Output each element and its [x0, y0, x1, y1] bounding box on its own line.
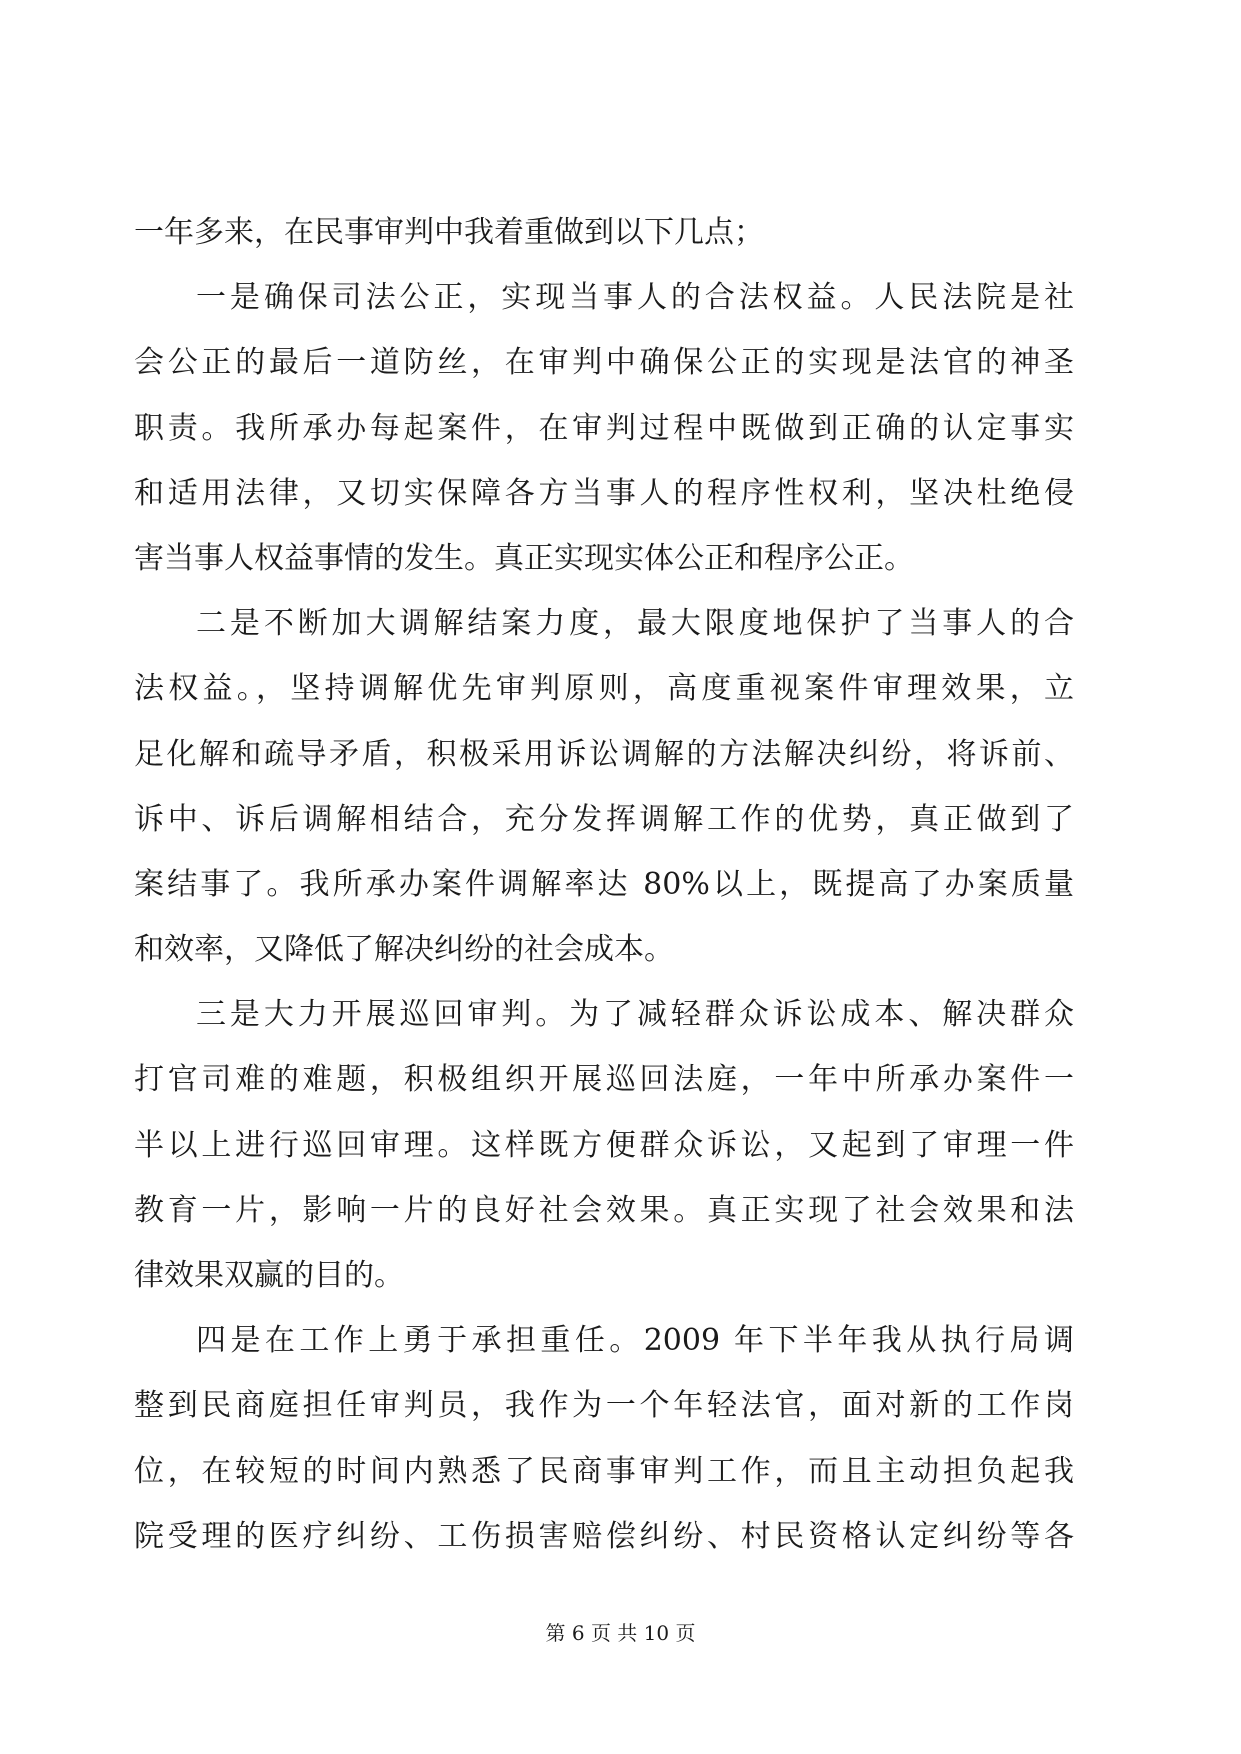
text-line: 半以上进行巡回审理。这样既方便群众诉讼，又起到了审理一件: [134, 1127, 1074, 1163]
paragraph-1-line: 一是确保司法公正，实现当事人的合法权益。人民法院是社: [196, 280, 1074, 316]
text-line: 和适用法律，又切实保障各方当事人的程序性权利，坚决杜绝侵: [134, 475, 1074, 511]
document-body: [134, 200, 1074, 1569]
text-line: 法权益。，坚持调解优先审判原则，高度重视案件审理效果，立: [134, 671, 1074, 707]
text-line: 院受理的医疗纠纷、工伤损害赔偿纠纷、村民资格认定纠纷等各: [134, 1518, 1074, 1554]
text-line: 会公正的最后一道防丝，在审判中确保公正的实现是法官的神圣: [134, 345, 1074, 381]
text-line: 害当事人权益事情的发生。真正实现实体公正和程序公正。: [134, 540, 914, 576]
text-line: 教育一片，影响一片的良好社会效果。真正实现了社会效果和法: [134, 1192, 1074, 1228]
text-line: 和效率，又降低了解决纠纷的社会成本。: [134, 932, 674, 968]
text-line: 诉中、诉后调解相结合，充分发挥调解工作的优势，真正做到了: [134, 801, 1074, 837]
text-line: 律效果双赢的目的。: [134, 1258, 404, 1293]
text-line: 案结事了。我所承办案件调解率达 80%以上，既提高了办案质量: [134, 866, 1074, 902]
paragraph-2-line: 二是不断加大调解结案力度，最大限度地保护了当事人的合: [196, 606, 1074, 642]
text-line: 位，在较短的时间内熟悉了民商事审判工作，而且主动担负起我: [134, 1453, 1074, 1489]
paragraph-4-line: 四是在工作上勇于承担重任。2009 年下半年我从执行局调: [196, 1323, 1074, 1359]
text-line: 打官司难的难题，积极组织开展巡回法庭，一年中所承办案件一: [134, 1062, 1074, 1098]
text-line: 一年多来，在民事审判中我着重做到以下几点；: [134, 215, 764, 250]
page-number-footer: 第 6 页 共 10 页: [545, 1621, 696, 1645]
paragraph-3-line: 三是大力开展巡回审判。为了减轻群众诉讼成本、解决群众: [196, 997, 1074, 1033]
text-line: 整到民商庭担任审判员，我作为一个年轻法官，面对新的工作岗: [134, 1388, 1074, 1424]
text-line: 职责。我所承办每起案件，在审判过程中既做到正确的认定事实: [134, 410, 1074, 446]
text-line: 足化解和疏导矛盾，积极采用诉讼调解的方法解决纠纷，将诉前、: [134, 736, 1074, 772]
